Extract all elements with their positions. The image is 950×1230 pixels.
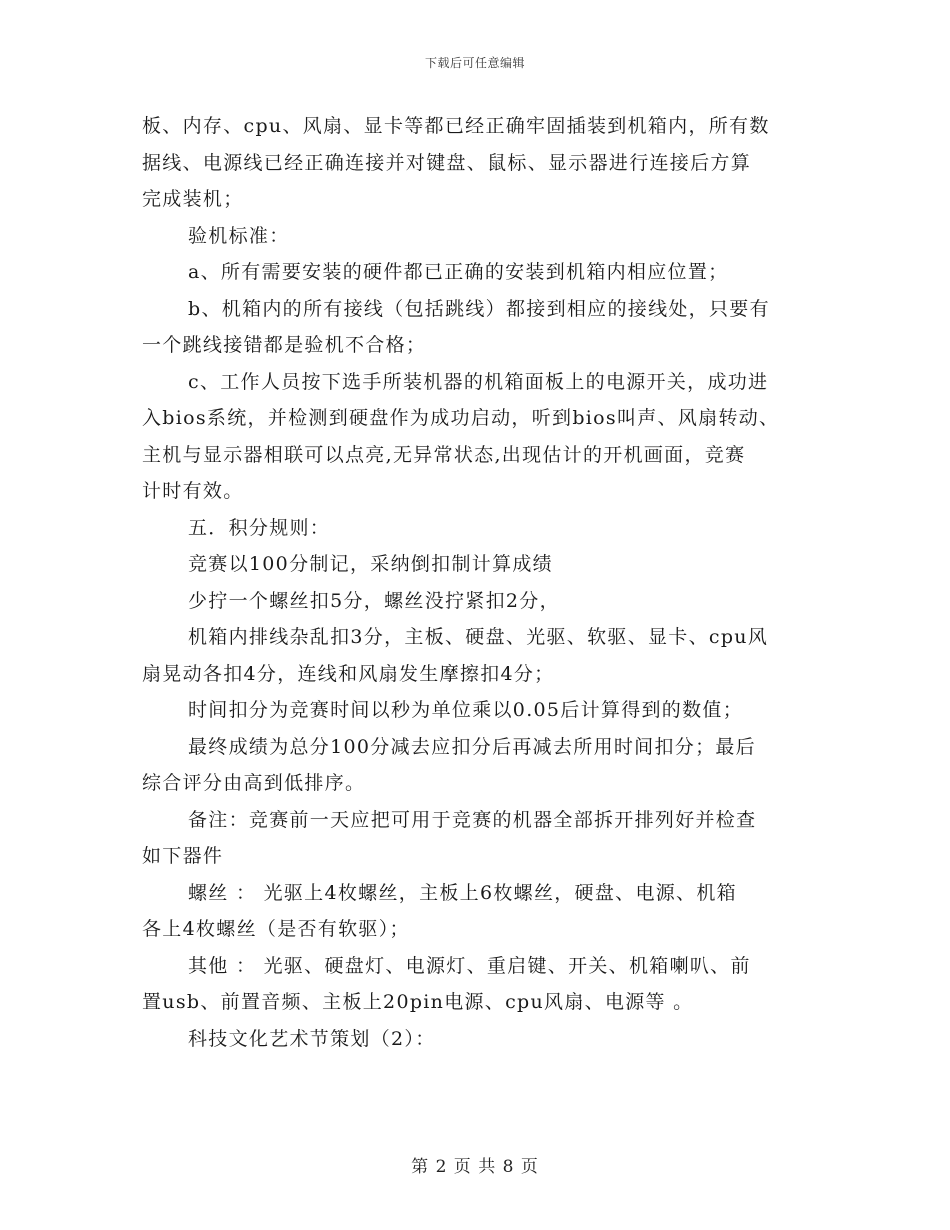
text-line: 螺丝 ： 光驱上4枚螺丝，主板上6枚螺丝，硬盘、电源、机箱: [188, 881, 737, 904]
text-line: b、机箱内的所有接线（包括跳线）都接到相应的接线处，只要有: [188, 297, 770, 320]
text-line: 入bios系统，并检测到硬盘作为成功启动，听到bios叫声、风扇转动、: [142, 407, 780, 429]
text-line: 主机与显示器相联可以点亮,无异常状态,出现估计的开机画面，竞赛: [142, 443, 746, 466]
text-line: 时间扣分为竞赛时间以秒为单位乘以0.05后计算得到的数值；: [188, 699, 744, 721]
text-line: 各上4枚螺丝（是否有软驱）；: [142, 918, 410, 940]
text-line: 最终成绩为总分100分减去应扣分后再减去所用时间扣分；最后: [188, 735, 756, 758]
text-line: 如下器件: [142, 845, 224, 867]
text-line: a、所有需要安装的硬件都已正确的安装到机箱内相应位置；: [188, 261, 729, 283]
text-line: 扇晃动各扣4分，连线和风扇发生摩擦扣4分；: [142, 662, 555, 685]
page-header: 下载后可任意编辑: [424, 56, 525, 70]
document-body: [142, 108, 822, 1057]
text-line: 一个跳线接错都是验机不合格；: [142, 334, 427, 356]
text-line: 板、内存、cpu、风扇、显卡等都已经正确牢固插装到机箱内，所有数: [142, 115, 770, 137]
text-line: 少拧一个螺丝扣5分，螺丝没拧紧扣2分，: [188, 589, 560, 612]
text-line: 验机标准：: [188, 224, 290, 247]
text-line: 竞赛以100分制记，采纳倒扣制计算成绩: [188, 553, 553, 575]
text-line: 置usb、前置音频、主板上20pin电源、cpu风扇、电源等 。: [142, 991, 694, 1013]
text-line: 完成装机；: [142, 188, 244, 210]
text-line: 备注：竞赛前一天应把可用于竞赛的机器全部拆开排列好并检查: [188, 808, 757, 831]
text-line: 综合评分由高到低排序。: [142, 772, 366, 794]
text-line: 据线、电源线已经正确连接并对键盘、鼠标、显示器进行连接后方算: [142, 151, 752, 174]
text-line: c、工作人员按下选手所装机器的机箱面板上的电源开关，成功进: [188, 370, 769, 393]
text-line: 其他 ： 光驱、硬盘灯、电源灯、重启键、开关、机箱喇叭、前: [188, 954, 751, 977]
text-line: 五．积分规则：: [188, 516, 331, 539]
text-line: 计时有效。: [142, 480, 244, 502]
text-line: 机箱内排线杂乱扣3分，主板、硬盘、光驱、软驱、显卡、cpu风: [188, 626, 769, 648]
text-line: 科技文化艺术节策划（2）：: [188, 1027, 436, 1050]
page-number-footer: 第 2 页 共 8 页: [411, 1157, 539, 1177]
